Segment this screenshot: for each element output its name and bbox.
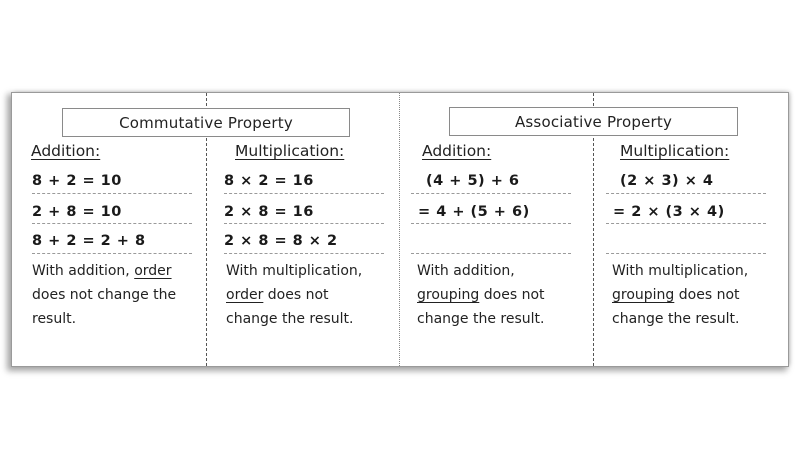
dashed-rule [606, 253, 766, 254]
keyword-order: order [226, 287, 264, 303]
dashed-rule [606, 193, 766, 194]
keyword-grouping: grouping [417, 287, 480, 303]
equation: = 4 + (5 + 6) [418, 204, 530, 220]
commutative-addition-column [12, 93, 206, 366]
equation: (4 + 5) + 6 [426, 173, 520, 189]
equation: 2 × 8 = 16 [224, 204, 314, 220]
equation: (2 × 3) × 4 [620, 173, 714, 189]
dashed-rule [32, 193, 192, 194]
equation: 8 + 2 = 10 [32, 173, 122, 189]
commutative-title: Commutative Property [62, 108, 350, 137]
dashed-rule [32, 223, 192, 224]
heading-addition: Addition: [31, 142, 101, 160]
equation: = 2 × (3 × 4) [613, 204, 725, 220]
explanation-text: With multiplication, order does not change the result. [226, 263, 363, 327]
properties-card [12, 93, 788, 366]
equation: 2 × 8 = 8 × 2 [224, 233, 338, 249]
explanation-text: With addition, order does not change the result. [32, 263, 177, 327]
equation: 8 + 2 = 2 + 8 [32, 233, 146, 249]
dashed-rule [32, 253, 192, 254]
dashed-rule [224, 223, 384, 224]
associative-title: Associative Property [449, 107, 738, 136]
heading-multiplication: Multiplication: [620, 142, 730, 160]
dashed-rule [411, 223, 571, 224]
dashed-rule [224, 253, 384, 254]
dashed-rule [606, 223, 766, 224]
keyword-order: order [134, 263, 172, 279]
commutative-multiplication-column [206, 93, 399, 366]
equation: 8 × 2 = 16 [224, 173, 314, 189]
keyword-grouping: grouping [612, 287, 675, 303]
heading-multiplication: Multiplication: [235, 142, 345, 160]
associative-multiplication-column [593, 93, 788, 366]
explanation-text: With addition, grouping does not change the result. [417, 263, 545, 327]
explanation-text: With multiplication, grouping does not change the result. [612, 263, 749, 327]
dashed-rule [411, 253, 571, 254]
dashed-rule [224, 193, 384, 194]
equation: 2 + 8 = 10 [32, 204, 122, 220]
associative-addition-column [399, 93, 593, 366]
dashed-rule [411, 193, 571, 194]
heading-addition: Addition: [422, 142, 492, 160]
